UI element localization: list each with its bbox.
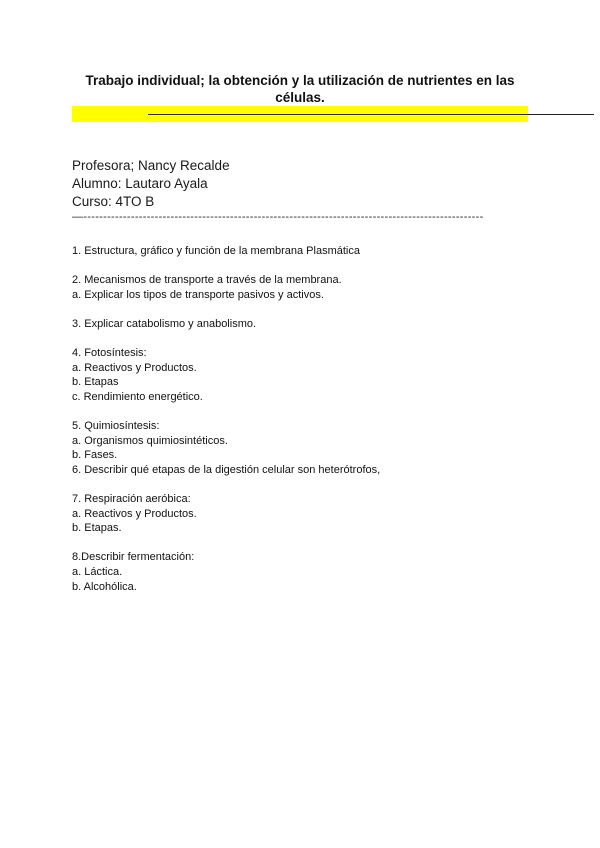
- blank-line: [72, 259, 542, 274]
- student-info: [72, 157, 230, 211]
- title-line-2: células.: [275, 90, 325, 105]
- blank-line: [72, 405, 542, 420]
- teacher-line: Profesora; Nancy Recalde: [72, 158, 230, 173]
- highlight-underline: [148, 114, 594, 115]
- question-line: b. Etapas.: [72, 522, 122, 535]
- question-line: 8.Describir fermentación:: [72, 551, 195, 564]
- yellow-highlight-bar: [72, 106, 528, 122]
- blank-line: [72, 302, 542, 317]
- question-line: 3. Explicar catabolismo y anabolismo.: [72, 317, 257, 330]
- question-line: b. Alcohólica.: [72, 580, 137, 593]
- course-line: Curso: 4TO B: [72, 194, 155, 209]
- question-line: 1. Estructura, gráfico y función de la membrana Plasmática: [72, 245, 360, 257]
- question-line: 2. Mecanismos de transporte a través de la membrana.: [72, 274, 342, 287]
- question-line: a. Explicar los tipos de transporte pasivos y activos.: [72, 288, 324, 301]
- dashed-divider: —-----------------------------------------------------------------------------------------------------: [72, 211, 484, 223]
- title-line-1: Trabajo individual; la obtención y la utilización de nutrientes en las: [85, 73, 515, 88]
- question-line: a. Reactivos y Productos.: [72, 361, 197, 374]
- question-line: a. Láctica.: [72, 566, 123, 579]
- blank-line: [72, 536, 542, 551]
- question-line: b. Fases.: [72, 449, 118, 462]
- document-title: [72, 72, 528, 106]
- question-line: 5. Quimiosíntesis:: [72, 420, 160, 433]
- student-line: Alumno: Lautaro Ayala: [72, 176, 208, 191]
- question-line: 6. Describir qué etapas de la digestión celular son heterótrofos,: [72, 463, 381, 476]
- blank-line: [72, 332, 542, 347]
- question-line: c. Rendimiento energético.: [72, 390, 203, 403]
- question-line: b. Etapas: [72, 376, 119, 389]
- blank-line: [72, 478, 542, 493]
- question-line: 4. Fotosíntesis:: [72, 347, 147, 360]
- question-line: a. Reactivos y Productos.: [72, 507, 197, 520]
- question-line: a. Organismos quimiosintéticos.: [72, 434, 228, 447]
- question-line: 7. Respiración aeróbica:: [72, 493, 191, 506]
- question-list: [72, 244, 542, 594]
